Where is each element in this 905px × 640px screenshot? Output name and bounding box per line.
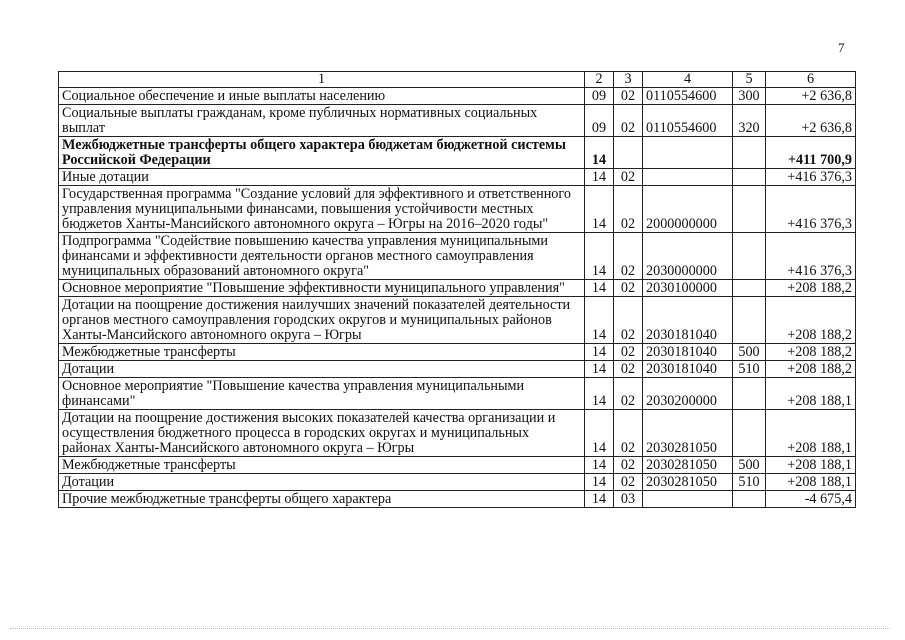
row-name: Межбюджетные трансферты общего характера бюджетам бюджетной системы Российской Федерации <box>59 137 585 169</box>
table-header <box>59 72 856 88</box>
row-section-code: 14 <box>585 344 614 361</box>
row-section-code: 14 <box>585 169 614 186</box>
row-name: Основное мероприятие "Повышение качества управления муниципальными финансами" <box>59 378 585 410</box>
page-number: 7 <box>838 40 845 55</box>
row-target-article: 2030281050 <box>643 457 733 474</box>
row-subsection-code: 02 <box>614 457 643 474</box>
row-subsection-code: 02 <box>614 233 643 280</box>
budget-table <box>58 71 856 508</box>
row-expense-type: 500 <box>733 457 766 474</box>
row-name: Социальные выплаты гражданам, кроме публичных нормативных социальных выплат <box>59 105 585 137</box>
row-subsection-code: 02 <box>614 186 643 233</box>
row-amount: +208 188,1 <box>766 457 856 474</box>
row-amount: +2 636,8 <box>766 105 856 137</box>
header-col-6: 6 <box>766 72 856 88</box>
row-target-article: 2030181040 <box>643 361 733 378</box>
table-row <box>59 474 856 491</box>
row-amount: +208 188,1 <box>766 410 856 457</box>
row-amount: +416 376,3 <box>766 169 856 186</box>
row-target-article: 0110554600 <box>643 88 733 105</box>
row-target-article: 2030200000 <box>643 378 733 410</box>
row-name: Дотации на поощрение достижения наилучших значений показателей деятельности органов местного самоуправления городских округов и муниципальных районов Ханты-Мансийского автономного округа – Югры <box>59 297 585 344</box>
row-subsection-code: 02 <box>614 297 643 344</box>
table-row <box>59 378 856 410</box>
table-row <box>59 280 856 297</box>
table-row <box>59 137 856 169</box>
table-row <box>59 105 856 137</box>
row-subsection-code <box>614 137 643 169</box>
row-name: Подпрограмма "Содействие повышению качества управления муниципальными финансами и эффективности деятельности органов местного самоуправления муниципальных образований автономного округа" <box>59 233 585 280</box>
scan-noise-line <box>10 628 890 629</box>
row-section-code: 14 <box>585 233 614 280</box>
row-section-code: 14 <box>585 361 614 378</box>
row-name: Дотации <box>59 474 585 491</box>
row-expense-type <box>733 233 766 280</box>
row-target-article: 2000000000 <box>643 186 733 233</box>
row-target-article: 2030281050 <box>643 410 733 457</box>
row-amount: +208 188,2 <box>766 280 856 297</box>
row-name: Основное мероприятие "Повышение эффективности муниципального управления" <box>59 280 585 297</box>
row-name: Прочие межбюджетные трансферты общего характера <box>59 491 585 508</box>
row-expense-type: 320 <box>733 105 766 137</box>
row-expense-type <box>733 186 766 233</box>
row-section-code: 14 <box>585 457 614 474</box>
row-subsection-code: 02 <box>614 361 643 378</box>
row-section-code: 14 <box>585 186 614 233</box>
row-subsection-code: 03 <box>614 491 643 508</box>
table-row <box>59 410 856 457</box>
table-body <box>59 88 856 508</box>
header-col-4: 4 <box>643 72 733 88</box>
row-amount: +208 188,1 <box>766 378 856 410</box>
row-expense-type <box>733 378 766 410</box>
table-row <box>59 361 856 378</box>
row-target-article: 2030100000 <box>643 280 733 297</box>
row-target-article: 2030181040 <box>643 297 733 344</box>
row-expense-type <box>733 410 766 457</box>
row-section-code: 09 <box>585 105 614 137</box>
row-name: Иные дотации <box>59 169 585 186</box>
header-col-5: 5 <box>733 72 766 88</box>
row-amount: +208 188,2 <box>766 297 856 344</box>
row-name: Социальное обеспечение и иные выплаты населению <box>59 88 585 105</box>
table-row <box>59 88 856 105</box>
row-amount: +208 188,2 <box>766 344 856 361</box>
row-target-article <box>643 169 733 186</box>
row-subsection-code: 02 <box>614 105 643 137</box>
row-name: Дотации на поощрение достижения высоких показателей качества организации и осуществления бюджетного процесса в городских округах и муниципальных районах Ханты-Мансийского автономного округа – Югры <box>59 410 585 457</box>
table-row <box>59 169 856 186</box>
row-name: Дотации <box>59 361 585 378</box>
row-expense-type: 510 <box>733 361 766 378</box>
row-expense-type <box>733 137 766 169</box>
row-expense-type: 300 <box>733 88 766 105</box>
row-target-article <box>643 491 733 508</box>
row-section-code: 14 <box>585 137 614 169</box>
row-name: Межбюджетные трансферты <box>59 457 585 474</box>
row-amount: +2 636,8 <box>766 88 856 105</box>
table-row <box>59 491 856 508</box>
header-col-1: 1 <box>59 72 585 88</box>
row-amount: +208 188,1 <box>766 474 856 491</box>
row-target-article: 2030181040 <box>643 344 733 361</box>
row-target-article <box>643 137 733 169</box>
row-expense-type: 510 <box>733 474 766 491</box>
row-subsection-code: 02 <box>614 474 643 491</box>
table-row <box>59 344 856 361</box>
row-expense-type <box>733 280 766 297</box>
row-target-article: 2030000000 <box>643 233 733 280</box>
table-row <box>59 297 856 344</box>
table-row <box>59 233 856 280</box>
table-row <box>59 186 856 233</box>
row-section-code: 14 <box>585 297 614 344</box>
row-section-code: 14 <box>585 280 614 297</box>
row-subsection-code: 02 <box>614 344 643 361</box>
row-expense-type: 500 <box>733 344 766 361</box>
row-amount: +411 700,9 <box>766 137 856 169</box>
row-name: Межбюджетные трансферты <box>59 344 585 361</box>
row-subsection-code: 02 <box>614 378 643 410</box>
row-section-code: 14 <box>585 491 614 508</box>
header-col-2: 2 <box>585 72 614 88</box>
row-expense-type <box>733 297 766 344</box>
row-expense-type <box>733 169 766 186</box>
row-section-code: 14 <box>585 410 614 457</box>
row-amount: -4 675,4 <box>766 491 856 508</box>
row-subsection-code: 02 <box>614 280 643 297</box>
row-target-article: 2030281050 <box>643 474 733 491</box>
row-subsection-code: 02 <box>614 410 643 457</box>
table-row <box>59 457 856 474</box>
row-section-code: 14 <box>585 378 614 410</box>
row-subsection-code: 02 <box>614 88 643 105</box>
row-amount: +416 376,3 <box>766 233 856 280</box>
row-expense-type <box>733 491 766 508</box>
header-row <box>59 72 856 88</box>
row-subsection-code: 02 <box>614 169 643 186</box>
header-col-3: 3 <box>614 72 643 88</box>
row-section-code: 14 <box>585 474 614 491</box>
row-section-code: 09 <box>585 88 614 105</box>
row-target-article: 0110554600 <box>643 105 733 137</box>
row-name: Государственная программа "Создание условий для эффективного и ответственного управления муниципальными финансами, повышения устойчивости местных бюджетов Ханты-Мансийского автономного округа – Югры на 2016–2020 годы" <box>59 186 585 233</box>
row-amount: +416 376,3 <box>766 186 856 233</box>
row-amount: +208 188,2 <box>766 361 856 378</box>
